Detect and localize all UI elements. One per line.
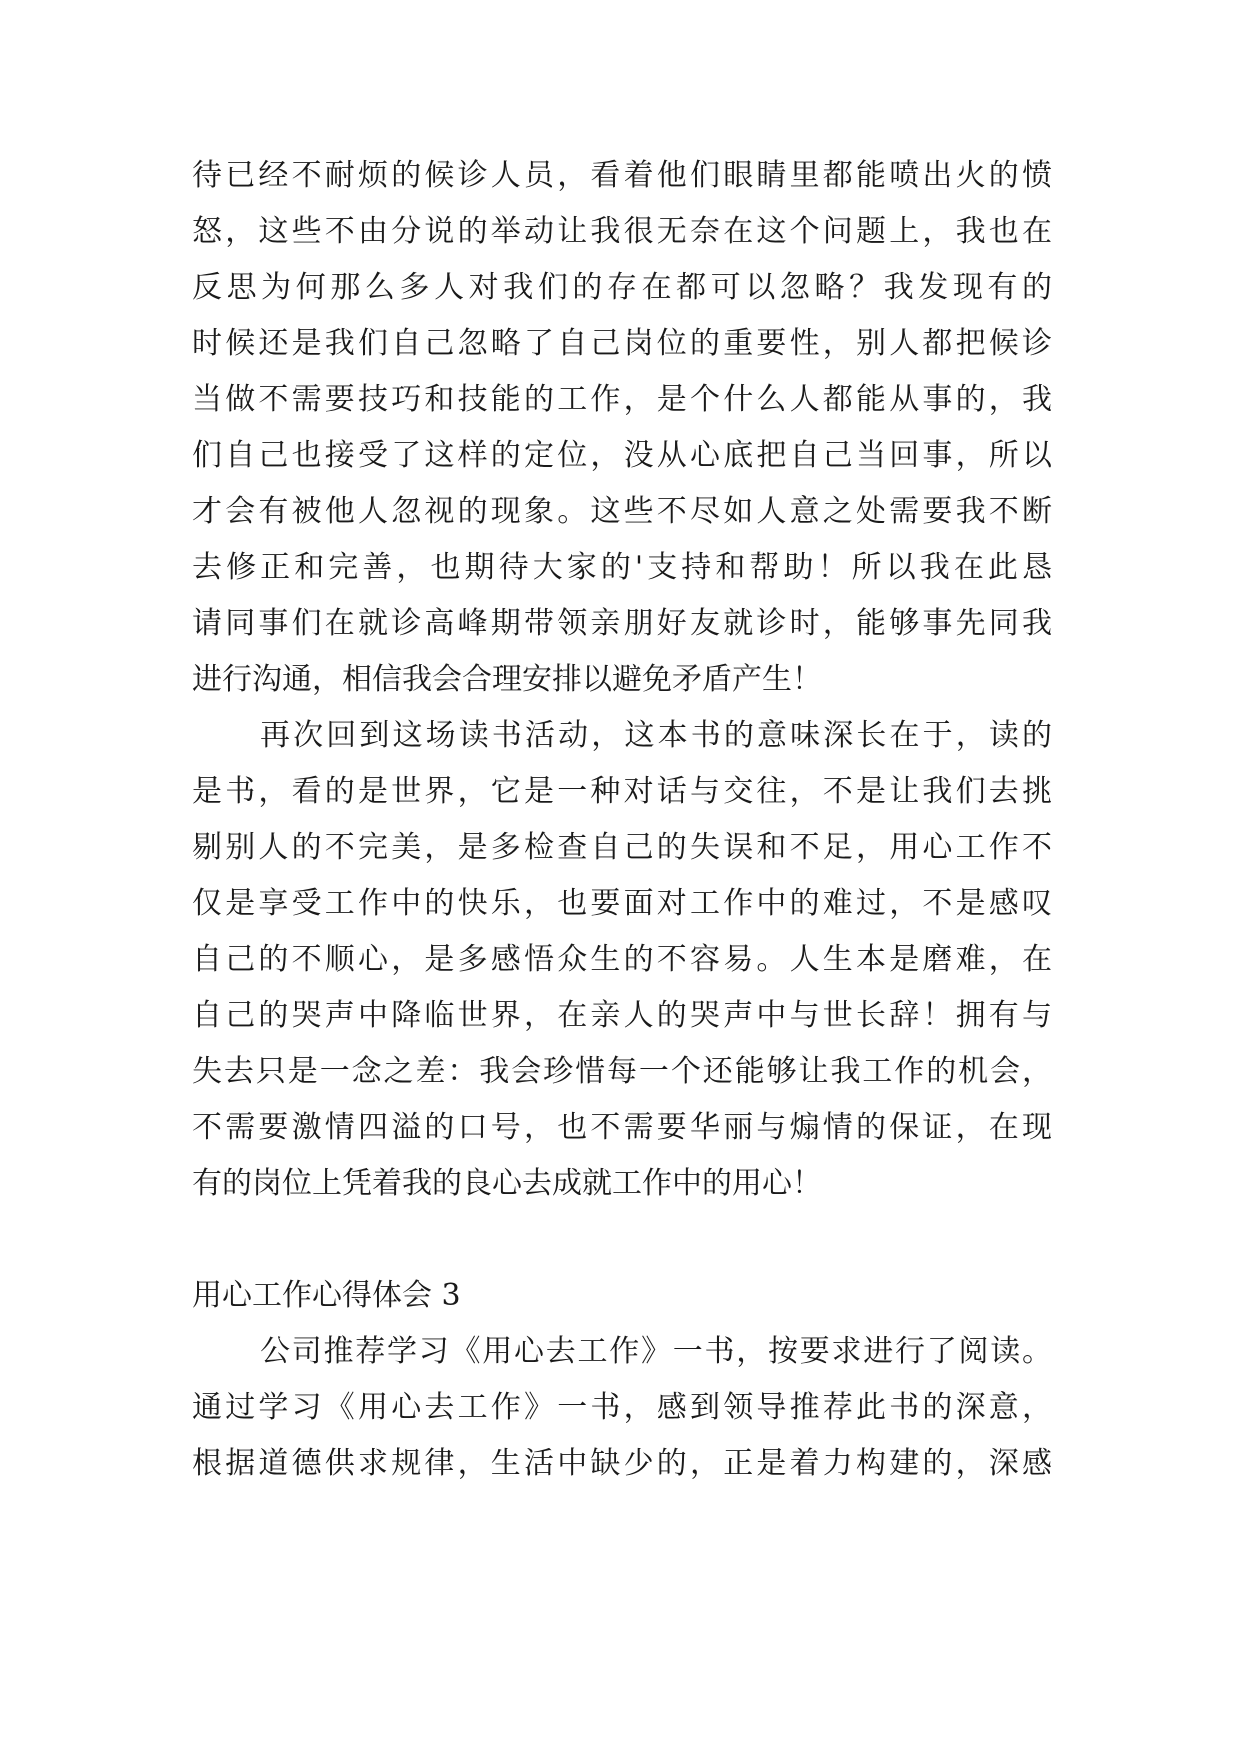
- text-line: 请同事们在就诊高峰期带领亲朋好友就诊时，能够事先同我: [192, 606, 1052, 641]
- paragraph-2: [192, 708, 1052, 1212]
- text-line: 再次回到这场读书活动，这本书的意味深长在于，读的: [260, 718, 1052, 753]
- text-line: 失去只是一念之差：我会珍惜每一个还能够让我工作的机会，: [192, 1054, 1052, 1089]
- text-line: 才会有被他人忽视的现象。这些不尽如人意之处需要我不断: [192, 494, 1052, 529]
- text-line: 进行沟通，相信我会合理安排以避免矛盾产生！: [192, 662, 822, 697]
- text-line: 仅是享受工作中的快乐，也要面对工作中的难过，不是感叹: [192, 886, 1052, 921]
- text-line: 公司推荐学习《用心去工作》一书，按要求进行了阅读。: [260, 1334, 1052, 1369]
- text-line: 不需要激情四溢的口号，也不需要华丽与煽情的保证，在现: [192, 1110, 1052, 1145]
- text-line: 待已经不耐烦的候诊人员，看着他们眼睛里都能喷出火的愤: [192, 158, 1052, 193]
- text-line: 根据道德供求规律，生活中缺少的，正是着力构建的，深感: [192, 1446, 1052, 1481]
- text-line: 自己的哭声中降临世界，在亲人的哭声中与世长辞！拥有与: [192, 998, 1052, 1033]
- text-line: 怒，这些不由分说的举动让我很无奈在这个问题上，我也在: [192, 214, 1052, 249]
- text-line: 们自己也接受了这样的定位，没从心底把自己当回事，所以: [192, 438, 1052, 473]
- text-line: 自己的不顺心，是多感悟众生的不容易。人生本是磨难，在: [192, 942, 1052, 977]
- text-line: 通过学习《用心去工作》一书，感到领导推荐此书的深意，: [192, 1390, 1052, 1425]
- text-line: 去修正和完善，也期待大家的'支持和帮助！所以我在此恳: [192, 550, 1052, 585]
- document-body: [192, 148, 1052, 1492]
- paragraph-1: [192, 148, 1052, 708]
- paragraph-3: [192, 1324, 1052, 1492]
- text-line: 当做不需要技巧和技能的工作，是个什么人都能从事的，我: [192, 382, 1052, 417]
- text-line: 时候还是我们自己忽略了自己岗位的重要性，别人都把候诊: [192, 326, 1052, 361]
- text-line: 剔别人的不完美，是多检查自己的失误和不足，用心工作不: [192, 830, 1052, 865]
- text-line: 反思为何那么多人对我们的存在都可以忽略？我发现有的: [192, 270, 1052, 305]
- text-line: 有的岗位上凭着我的良心去成就工作中的用心！: [192, 1166, 822, 1201]
- text-line: 是书，看的是世界，它是一种对话与交往，不是让我们去挑: [192, 774, 1052, 809]
- section-heading: 用心工作心得体会 3: [192, 1278, 461, 1313]
